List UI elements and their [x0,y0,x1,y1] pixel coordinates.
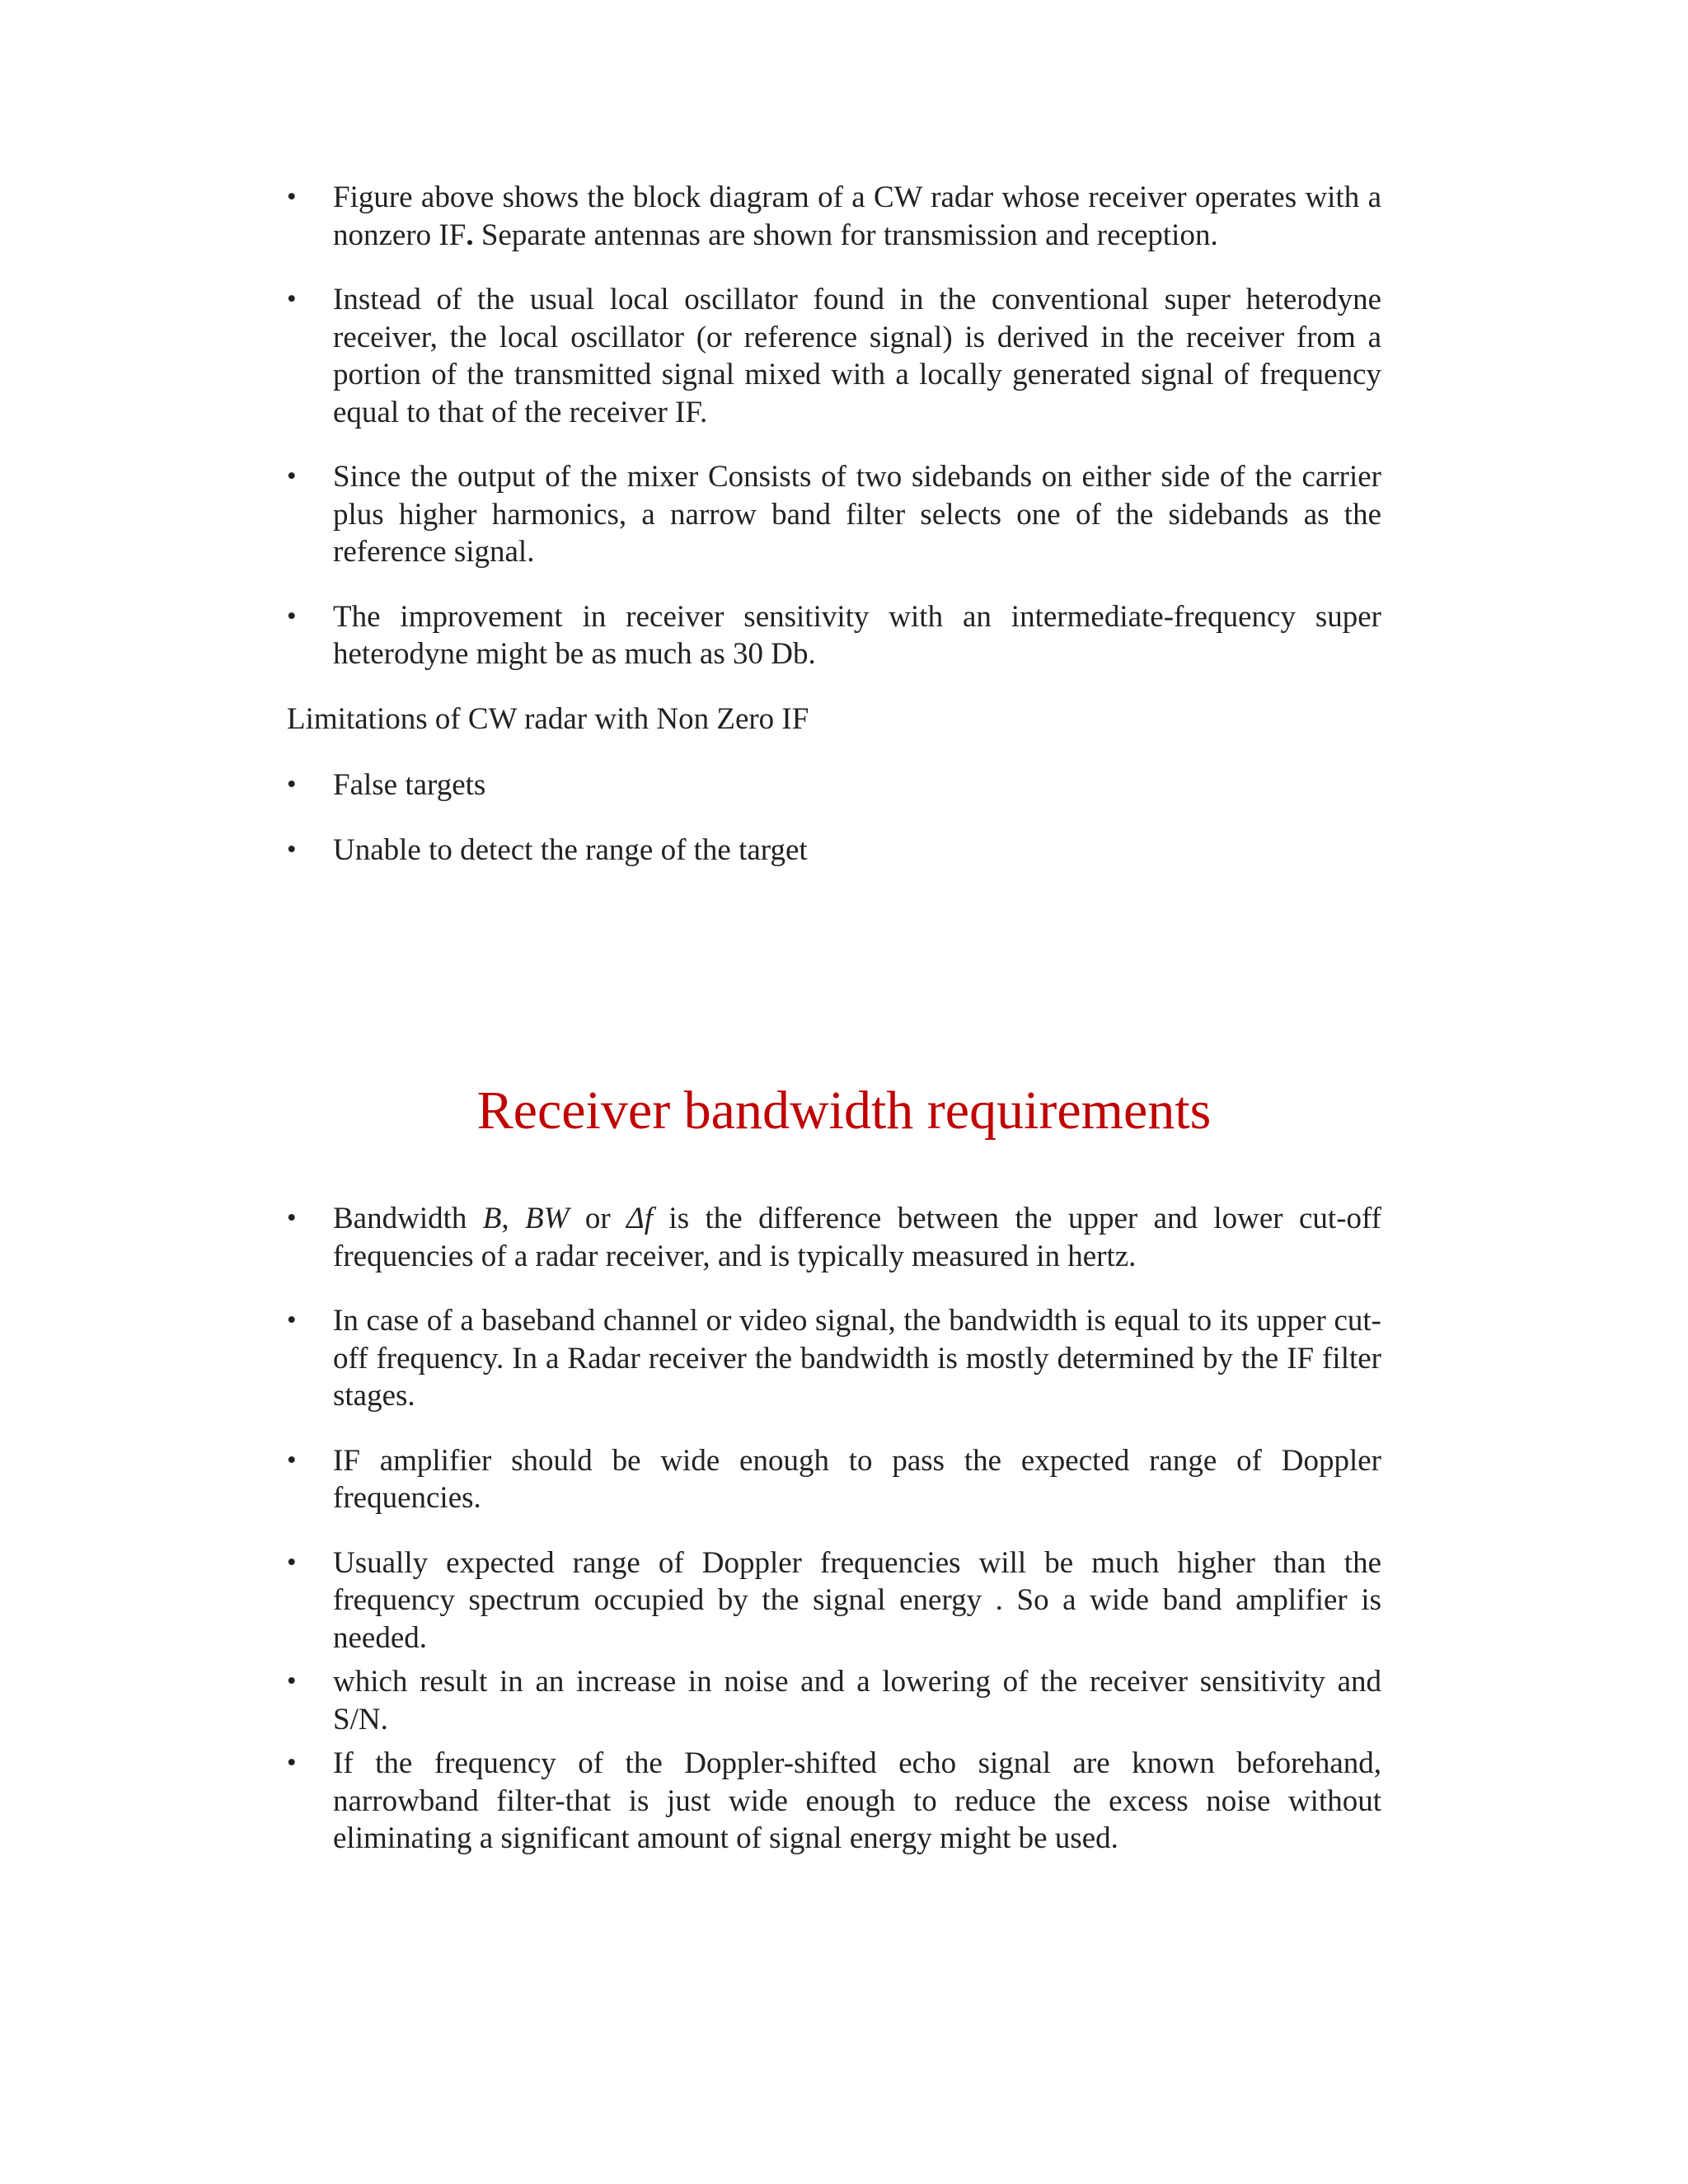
bullet-icon: • [287,770,297,799]
bullet-text: Bandwidth B, BW or Δf is the difference between the upper and lower cut-off frequencies of a radar receiver, and is typically measured in hertz. [333,1202,1381,1273]
section-title: Receiver bandwidth requirements [476,1080,1212,1141]
list-item [287,1663,1381,1738]
bullet-text: Since the output of the mixer Consists of two sidebands on either side of the carrier plus higher harmonics, a narrow band filter selects one of the sidebands as the reference signal. [333,460,1381,569]
list-item [287,598,1381,673]
bullet-icon: • [287,834,297,865]
list-item [287,1200,1381,1275]
bullet-icon: • [287,1547,297,1577]
limitations-list [287,766,1381,896]
bullet-icon: • [287,601,297,631]
bullet-text: IF amplifier should be wide enough to pass the expected range of Doppler frequencies. [333,1443,1381,1515]
bandwidth-bullet-list [287,1200,1381,1864]
list-item [287,179,1381,254]
list-item [287,766,1381,804]
bullet-text: which result in an increase in noise and a lowering of the receiver sensitivity and S/N. [333,1665,1381,1736]
bullet-icon: • [287,1305,297,1335]
bullet-icon: • [287,1666,297,1696]
limitations-heading: Limitations of CW radar with Non Zero IF [287,702,809,736]
bullet-text: If the frequency of the Doppler-shifted echo signal are known beforehand, narrowband filter-that is just wide enough to reduce the excess noise without eliminating a significant amount of signal energy might be used. [333,1746,1381,1855]
list-item [287,832,1381,869]
bullet-text: Instead of the usual local oscillator found in the conventional super heterodyne receiver, the local oscillator (or reference signal) is derived in the receiver from a portion of the transmitted signal mixed with a locally generated signal of frequency equal to that of the receiver IF. [333,283,1381,429]
bullet-icon: • [287,1203,297,1233]
bullet-text: False targets [333,768,486,802]
bullet-icon: • [287,284,297,314]
bullet-text: In case of a baseband channel or video signal, the bandwidth is equal to its upper cut-off frequency. In a Radar receiver the bandwidth is mostly determined by the IF filter stages. [333,1304,1381,1413]
list-item [287,1442,1381,1517]
bullet-icon: • [287,1445,297,1475]
bullet-text: Unable to detect the range of the target [333,832,808,867]
intro-bullet-list [287,179,1381,701]
bullet-text: Usually expected range of Doppler frequencies will be much higher than the frequency spectrum occupied by the signal energy . So a wide band amplifier is needed. [333,1545,1381,1655]
bullet-icon: • [287,462,297,491]
bullet-icon: • [287,182,297,212]
list-item [287,1745,1381,1858]
list-item [287,281,1381,431]
bullet-icon: • [287,1748,297,1778]
list-item [287,458,1381,571]
bullet-text: The improvement in receiver sensitivity with an intermediate-frequency super heterodyne might be as much as 30 Db. [333,599,1381,671]
list-item [287,1544,1381,1657]
bullet-text: Figure above shows the block diagram of a CW radar whose receiver operates with a nonzero IF. Separate antennas are shown for transmission and reception. [333,180,1381,252]
list-item [287,1302,1381,1415]
